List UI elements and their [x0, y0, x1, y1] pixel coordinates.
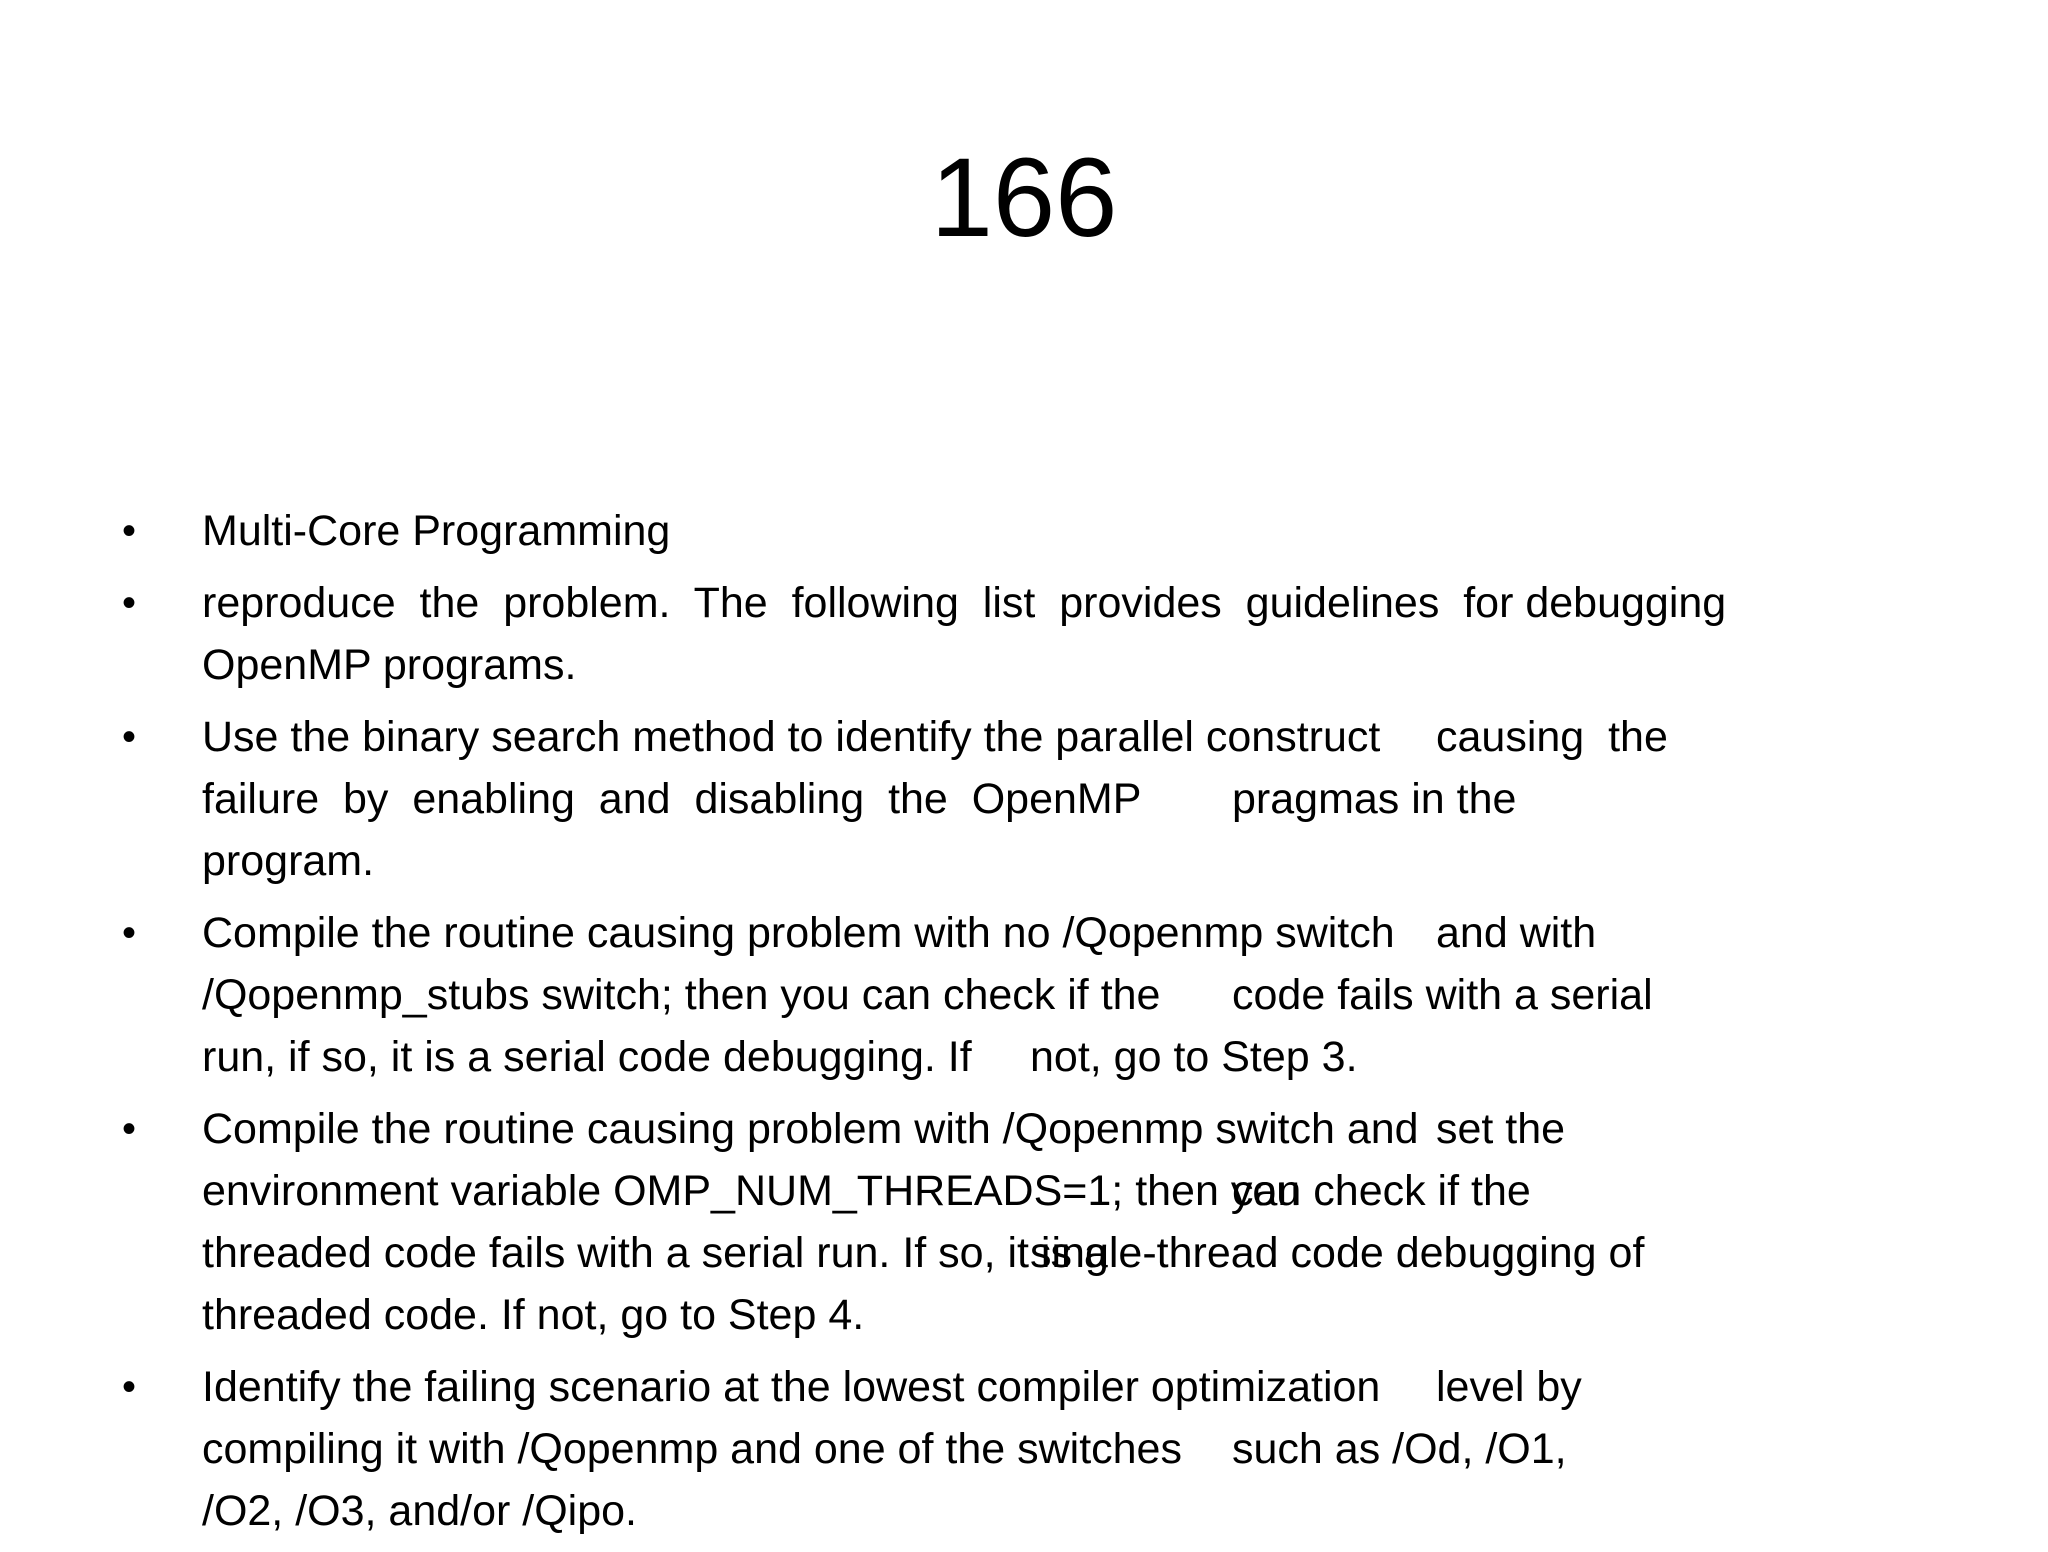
bullet-text: run, if so, it is a serial code debugging. If [202, 1033, 972, 1081]
bullet-line [202, 1480, 2048, 1542]
bullet-line [202, 1098, 2048, 1160]
bullet-text: /Qopenmp_stubs switch; then you can check if the [202, 971, 1161, 1019]
bullet-line [202, 1284, 2048, 1346]
bullet-item [0, 1098, 2048, 1346]
bullet-dot: • [122, 911, 137, 955]
bullet-text-continued: pragmas in the [1232, 775, 1517, 823]
bullet-text-continued: and with [1436, 909, 1597, 957]
bullet-line [202, 634, 2048, 696]
bullet-dot: • [122, 1365, 137, 1409]
bullet-text: /O2, /O3, and/or /Qipo. [202, 1487, 637, 1535]
bullet-line [202, 830, 2048, 892]
bullet-text-continued: code fails with a serial [1232, 971, 1653, 1019]
bullet-text-continued: not, go to Step 3. [1030, 1033, 1358, 1081]
bullet-line [202, 1356, 2048, 1418]
bullet-text-continued: set the [1436, 1105, 1566, 1153]
bullet-text: program. [202, 837, 375, 885]
bullet-line [202, 1160, 2048, 1222]
bullet-text-continued: single-thread code debugging of [1030, 1229, 1645, 1277]
bullet-text: compiling it with /Qopenmp and one of the switches [202, 1425, 1182, 1473]
bullet-text: Compile the routine causing problem with no /Qopenmp switch [202, 909, 1395, 957]
bullet-list [0, 500, 2048, 1552]
bullet-line [202, 964, 2048, 1026]
bullet-text-continued: such as /Od, /O1, [1232, 1425, 1567, 1473]
bullet-line [202, 902, 2048, 964]
bullet-dot: • [122, 1107, 137, 1151]
bullet-dot: • [122, 715, 137, 759]
bullet-item [0, 500, 2048, 562]
bullet-text: Identify the failing scenario at the lowest compiler optimization [202, 1363, 1381, 1411]
bullet-text: threaded code fails with a serial run. If so, it is a [202, 1229, 1108, 1277]
bullet-dot: • [122, 509, 137, 553]
bullet-text-continued: can check if the [1232, 1167, 1531, 1215]
bullet-text: threaded code. If not, go to Step 4. [202, 1291, 865, 1339]
bullet-line [202, 572, 2048, 634]
bullet-line [202, 500, 2048, 562]
bullet-line [202, 1026, 2048, 1088]
bullet-line [202, 1222, 2048, 1284]
bullet-text: Compile the routine causing problem with /Qopenmp switch and [202, 1105, 1419, 1153]
bullet-text: Multi-Core Programming [202, 507, 671, 555]
bullet-item [0, 572, 2048, 696]
bullet-text: failure by enabling and disabling the OpenMP [202, 775, 1142, 823]
bullet-line [202, 706, 2048, 768]
bullet-text-continued: level by [1436, 1363, 1582, 1411]
bullet-text: OpenMP programs. [202, 641, 577, 689]
bullet-text: Use the binary search method to identify the parallel construct [202, 713, 1381, 761]
bullet-item [0, 1356, 2048, 1542]
bullet-text: reproduce the problem. The following list provides guidelines for debugging [202, 579, 1727, 627]
bullet-text: environment variable OMP_NUM_THREADS=1; then you [202, 1167, 1301, 1215]
bullet-item [0, 902, 2048, 1088]
bullet-dot: • [122, 581, 137, 625]
bullet-line [202, 1418, 2048, 1480]
bullet-text-continued: causing the [1436, 713, 1668, 761]
bullet-item [0, 706, 2048, 892]
bullet-line [202, 768, 2048, 830]
slide-title: 166 [930, 135, 1118, 260]
